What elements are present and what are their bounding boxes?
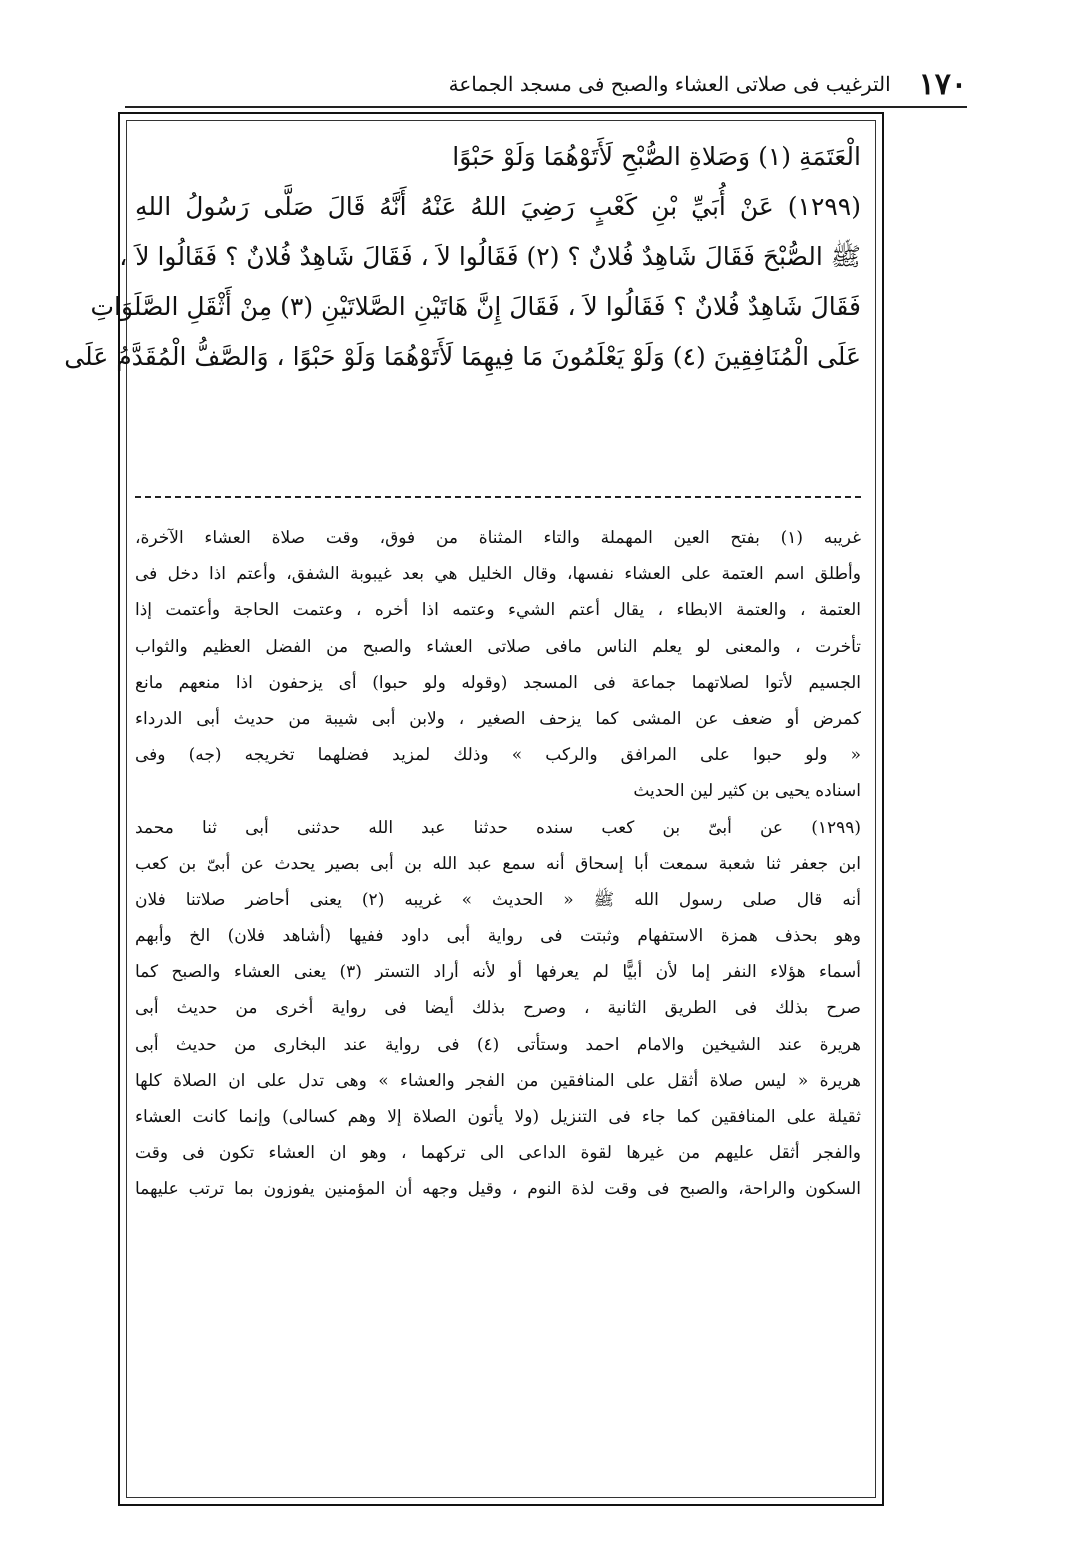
commentary-line: ثقيلة على المنافقين كما جاء فى التنزيل (ولا يأتون الصلاة إلا وهم كسالى) وإنما كانت العشاء xyxy=(135,1107,861,1127)
commentary-line: اسناده يحيى بن كثير لين الحديث xyxy=(633,781,861,802)
commentary-line: غريبه (١) بفتح العين المهملة والتاء المثناة من فوق، وقت صلاة العشاء الآخرة، xyxy=(135,528,861,548)
commentary-line: والفجر أثقل عليهم من غيرها لقوة الداعى الى تركهما ، وهو ان العشاء تكون فى وقت xyxy=(135,1143,861,1164)
hadith-line: (١٢٩٩) عَنْ أُبَيِّ بْنِ كَعْبٍ رَضِيَ اللهُ عَنْهُ أَنَّهُ قَالَ صَلَّى رَسُولُ اللهِ xyxy=(135,192,861,221)
commentary-line: الجسيم لأتوا لصلاتهما جماعة فى المسجد (وقوله ولو حبوا) أى يزحفون اذا منعهم مانع xyxy=(135,672,861,693)
page-number: ١٧٠ xyxy=(918,66,967,102)
commentary-line: (١٢٩٩) عن أبىّ بن كعب سنده حدثنا عبد الله حدثنى أبى ثنا محمد xyxy=(135,817,861,838)
commentary-line: أسماء هؤلاء النفر إما لأن أبيًّا لم يعرفها أو لأنه أراد التستر (٣) يعنى العشاء والصبح كما xyxy=(135,962,861,983)
hadith-line: فَقَالَ شَاهِدٌ فُلانٌ ؟ فَقَالُوا لاَ ، فَقَالَ إِنَّ هَاتَيْنِ الصَّلاتَيْنِ (٣) مِنْ أَثْقَلِ الصَّلَوَاتِ xyxy=(90,292,861,321)
commentary-line: وأطلق اسم العتمة على العشاء نفسها، وقال الخليل هي بعد غيبوبة الشفق، وأعتم اذا دخل فى xyxy=(135,564,861,585)
commentary-line: ابن جعفر ثنا شعبة سمعت أبا إسحاق أنه سمع عبد الله بن أبى بصير يحدث عن أبىّ بن كعب xyxy=(135,853,861,874)
commentary-line: « ولو حبوا على المرافق والركب » وذلك لمزيد فضلهما تخريجه (جه) وفى xyxy=(135,745,861,766)
commentary-line: أنه قال صلى رسول الله ﷺ « الحديث » غريبه (٢) يعنى أحاضر صلاتنا فلان xyxy=(135,889,861,910)
hadith-line: الْعَتَمَةِ (١) وَصَلاةِ الصُّبْحِ لَأَتَوْهُمَا وَلَوْ حَبْوًا xyxy=(452,142,861,171)
commentary-line: هريرة « ليس صلاة أثقل على المنافقين من الفجر والعشاء » وهى تدل على ان الصلاة كلها xyxy=(135,1070,861,1091)
hadith-text-block xyxy=(64,132,861,382)
hadith-line: عَلَى الْمُنَافِقِينَ (٤) وَلَوْ يَعْلَمُونَ مَا فِيهِمَا لَأَتَوْهُمَا وَلَوْ حَبْوًا ، وَالصَّفُّ الْمُقَدَّمُ عَلَى xyxy=(64,342,861,371)
hadith-line: ﷺ الصُّبْحَ فَقَالَ شَاهِدٌ فُلانٌ ؟ (٢) فَقَالُوا لاَ ، فَقَالَ شَاهِدٌ فُلانٌ ؟ فَقَالُوا لاَ ، xyxy=(119,242,861,271)
commentary-line: صرح بذلك فى الطريق الثانية ، وصرح بذلك أيضا فى رواية أخرى من حديث أبى xyxy=(135,998,861,1019)
section-divider xyxy=(135,496,861,498)
commentary-line: هريرة عند الشيخين والامام احمد وستأتى (٤) فى رواية عند البخارى من حديث أبى xyxy=(135,1034,862,1055)
commentary-line: تأخرت ، والمعنى لو يعلم الناس مافى صلاتى العشاء والصبح من الفضل العظيم والثواب xyxy=(135,636,861,657)
page-header xyxy=(125,62,967,108)
commentary-block xyxy=(135,520,861,1208)
commentary-line: العتمة ، والعتمة الابطاء ، يقال أعتم الشيء وعتمه اذا أخره ، وعتمت الحاجة وأعتمت إذا xyxy=(135,600,861,621)
commentary-line: كمرض أو ضعف عن المشى كما يزحف الصغير ، ولابن أبى شيبة من حديث أبى الدرداء xyxy=(135,708,861,729)
commentary-line: السكون والراحة، والصبح فى وقت لذة النوم ، وقيل وجهه أن المؤمنين يفوزون بما ترتب عليهما xyxy=(135,1179,861,1200)
running-title: الترغيب فى صلاتى العشاء والصبح فى مسجد الجماعة xyxy=(448,72,891,96)
commentary-line: وهو بحذف همزة الاستفهام وثبتت فى رواية أبى داود ففيها (أشاهد فلان) الخ وأبهم xyxy=(135,926,861,947)
